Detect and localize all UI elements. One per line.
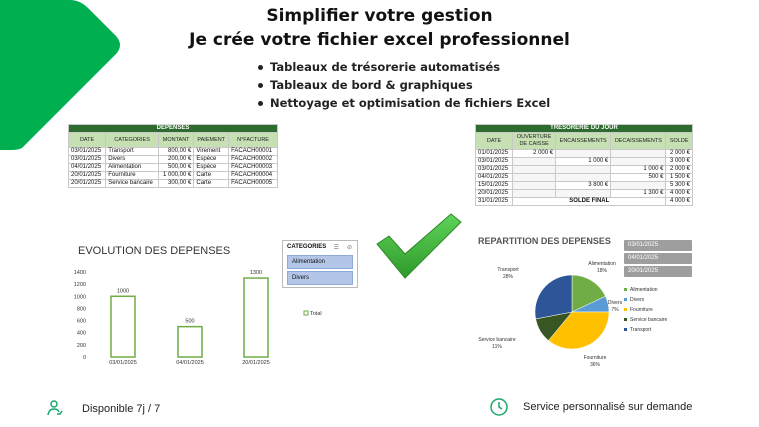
cell: Carte — [194, 172, 229, 180]
cell: 03/01/2025 — [476, 166, 513, 174]
availability-text: Disponible 7j / 7 — [82, 403, 161, 415]
slice-label: Fourniture — [583, 355, 607, 361]
cell: 20/01/2025 — [476, 190, 513, 198]
cell — [513, 174, 556, 182]
cell: 2 000 € — [666, 150, 693, 158]
cell — [513, 158, 556, 166]
cell — [556, 150, 611, 158]
slice-pct: 18% — [596, 268, 608, 274]
table-row — [69, 164, 278, 172]
cell — [556, 174, 611, 182]
column-header: DATE — [476, 133, 513, 150]
cell: 01/01/2025 — [476, 150, 513, 158]
repartition-chart-panel — [475, 228, 695, 371]
cell: 2 000 € — [666, 166, 693, 174]
cell: Espèce — [194, 164, 229, 172]
cell: 1 000 € — [556, 158, 611, 166]
cell: Virement — [194, 148, 229, 156]
cell: Carte — [194, 180, 229, 188]
column-header: MONTANT — [158, 133, 193, 148]
cell: 31/01/2025 — [476, 198, 513, 206]
cell: 20/01/2025 — [69, 172, 106, 180]
cell: 500 € — [611, 174, 666, 182]
column-header: ENCAISSEMENTS — [556, 133, 611, 150]
legend-swatch — [624, 318, 627, 321]
column-header: PAIEMENT — [194, 133, 229, 148]
slicer-item-alimentation[interactable]: Alimentation — [287, 255, 353, 269]
cell: 800,00 € — [158, 148, 193, 156]
data-label: 1300 — [249, 270, 263, 277]
depenses-table — [68, 124, 278, 188]
legend-swatch — [624, 308, 627, 311]
y-tick-label: 0 — [82, 355, 86, 361]
cell: Alimentation — [106, 164, 159, 172]
cell: FACACH00003 — [229, 164, 278, 172]
y-tick-label: 1200 — [73, 282, 86, 289]
cell: 1 000,00 € — [158, 172, 193, 180]
cell: 300,00 € — [158, 180, 193, 188]
legend-swatch — [624, 328, 627, 331]
cell: 03/01/2025 — [69, 148, 106, 156]
categories-slicer[interactable] — [282, 240, 358, 288]
cell: 4 000 € — [666, 198, 693, 206]
cell: 4 000 € — [666, 190, 693, 198]
slice-label: Alimentation — [588, 261, 616, 267]
cell: 5 300 € — [666, 182, 693, 190]
cell — [611, 182, 666, 190]
cell — [513, 166, 556, 174]
slicer-item-divers[interactable]: Divers — [287, 271, 353, 285]
legend-label: Total — [310, 311, 322, 317]
slice-pct: 7% — [611, 307, 619, 313]
column-header: DECAISSEMENTS — [611, 133, 666, 150]
legend-label: Alimentation — [630, 287, 658, 293]
pie-chart-title: REPARTITION DES DEPENSES — [478, 236, 611, 246]
pie-slice — [535, 275, 572, 319]
table-row — [69, 172, 278, 180]
clear-filter-icon[interactable]: ⊘ — [346, 245, 352, 251]
service-text: Service personnalisé sur demande — [523, 401, 693, 413]
slice-pct: 36% — [589, 362, 601, 368]
final-row — [476, 198, 693, 206]
table-row — [69, 148, 278, 156]
table-row — [69, 180, 278, 188]
cell: 3 000 € — [666, 158, 693, 166]
cell — [556, 166, 611, 174]
cell: 200,00 € — [158, 156, 193, 164]
date-filter-button[interactable]: 04/01/2025 — [624, 253, 692, 264]
cell: 1 500 € — [666, 174, 693, 182]
cell: 03/01/2025 — [476, 158, 513, 166]
check-icon — [375, 210, 465, 282]
bar-chart-title: EVOLUTION DES DEPENSES — [78, 245, 231, 257]
cell: FACACH00004 — [229, 172, 278, 180]
cell: FACACH00002 — [229, 156, 278, 164]
tresorerie-table-title: TRESORERIE DU JOUR — [476, 125, 693, 133]
data-label: 1000 — [116, 288, 130, 295]
column-header: N°FACTURE — [229, 133, 278, 148]
tresorerie-panel — [475, 124, 695, 214]
cell: 04/01/2025 — [69, 164, 106, 172]
cell: FACACH00001 — [229, 148, 278, 156]
cell: 2 000 € — [513, 150, 556, 158]
slice-label: Service bancaire — [478, 337, 516, 343]
cell: Fourniture — [106, 172, 159, 180]
data-label: 500 — [185, 318, 195, 325]
depenses-panel — [68, 124, 361, 228]
y-tick-label: 1000 — [73, 294, 86, 301]
table-row — [69, 156, 278, 164]
cell — [611, 150, 666, 158]
x-tick-label: 20/01/2025 — [242, 360, 270, 366]
legend-swatch — [624, 298, 627, 301]
bar — [178, 327, 202, 357]
y-tick-label: 200 — [76, 342, 86, 349]
cell: 15/01/2025 — [476, 182, 513, 190]
cell — [513, 182, 556, 190]
cell — [556, 190, 611, 198]
multiselect-icon[interactable]: ☰ — [333, 245, 339, 251]
legend-label: Transport — [630, 327, 652, 333]
table-row — [476, 166, 693, 174]
bar — [244, 278, 268, 357]
y-tick-label: 1400 — [73, 270, 86, 276]
table-row — [476, 190, 693, 198]
cell: 3 800 € — [556, 182, 611, 190]
page-title: Simplifier votre gestion — [266, 6, 493, 26]
date-filter-button[interactable]: 20/01/2025 — [624, 266, 692, 277]
table-row — [476, 174, 693, 182]
cell: FACACH00005 — [229, 180, 278, 188]
tresorerie-table — [475, 124, 693, 206]
slice-label: Transport — [497, 267, 519, 273]
cell: 1 000 € — [611, 166, 666, 174]
column-header: SOLDE — [666, 133, 693, 150]
feature-item: Tableaux de trésorerie automatisés — [258, 58, 550, 76]
legend-swatch — [624, 288, 627, 291]
x-tick-label: 03/01/2025 — [109, 360, 137, 366]
feature-list — [258, 58, 550, 112]
legend-label: Divers — [630, 297, 645, 303]
y-tick-label: 800 — [76, 306, 86, 313]
feature-item: Tableaux de bord & graphiques — [258, 76, 550, 94]
slice-pct: 28% — [502, 274, 514, 280]
depenses-table-title: DEPENSES — [69, 125, 278, 133]
cell: 03/01/2025 — [69, 156, 106, 164]
page-subtitle: Je crée votre fichier excel professionnel — [189, 30, 570, 50]
cell: Espèce — [194, 156, 229, 164]
person-support-icon — [46, 399, 64, 417]
feature-item: Nettoyage et optimisation de fichiers Excel — [258, 94, 550, 112]
slice-label: Divers — [607, 300, 623, 306]
cell: 500,00 € — [158, 164, 193, 172]
slice-pct: 11% — [492, 344, 502, 350]
cell: 04/01/2025 — [476, 174, 513, 182]
bar — [111, 296, 135, 357]
final-label: SOLDE FINAL — [513, 198, 666, 206]
legend-swatch — [304, 311, 308, 315]
legend-label: Service bancaire — [630, 317, 668, 323]
cell: 20/01/2025 — [69, 180, 106, 188]
y-tick-label: 600 — [76, 318, 86, 325]
cell — [513, 190, 556, 198]
legend-label: Fourniture — [630, 307, 653, 313]
table-row — [476, 158, 693, 166]
cell: 1 300 € — [611, 190, 666, 198]
cell: Service bancaire — [106, 180, 159, 188]
evolution-chart-panel — [68, 237, 361, 369]
cell: Divers — [106, 156, 159, 164]
column-header: CATEGORIES — [106, 133, 159, 148]
clock-icon — [489, 397, 509, 417]
x-tick-label: 04/01/2025 — [176, 360, 204, 366]
cell: Transport — [106, 148, 159, 156]
y-tick-label: 400 — [76, 330, 86, 337]
cell — [611, 158, 666, 166]
column-header: OUVERTURE DE CAISSE — [513, 133, 556, 150]
table-row — [476, 150, 693, 158]
column-header: DATE — [69, 133, 106, 148]
table-row — [476, 182, 693, 190]
date-filter-button[interactable]: 03/01/2025 — [624, 240, 692, 251]
slicer-title: CATEGORIES — [287, 244, 327, 250]
